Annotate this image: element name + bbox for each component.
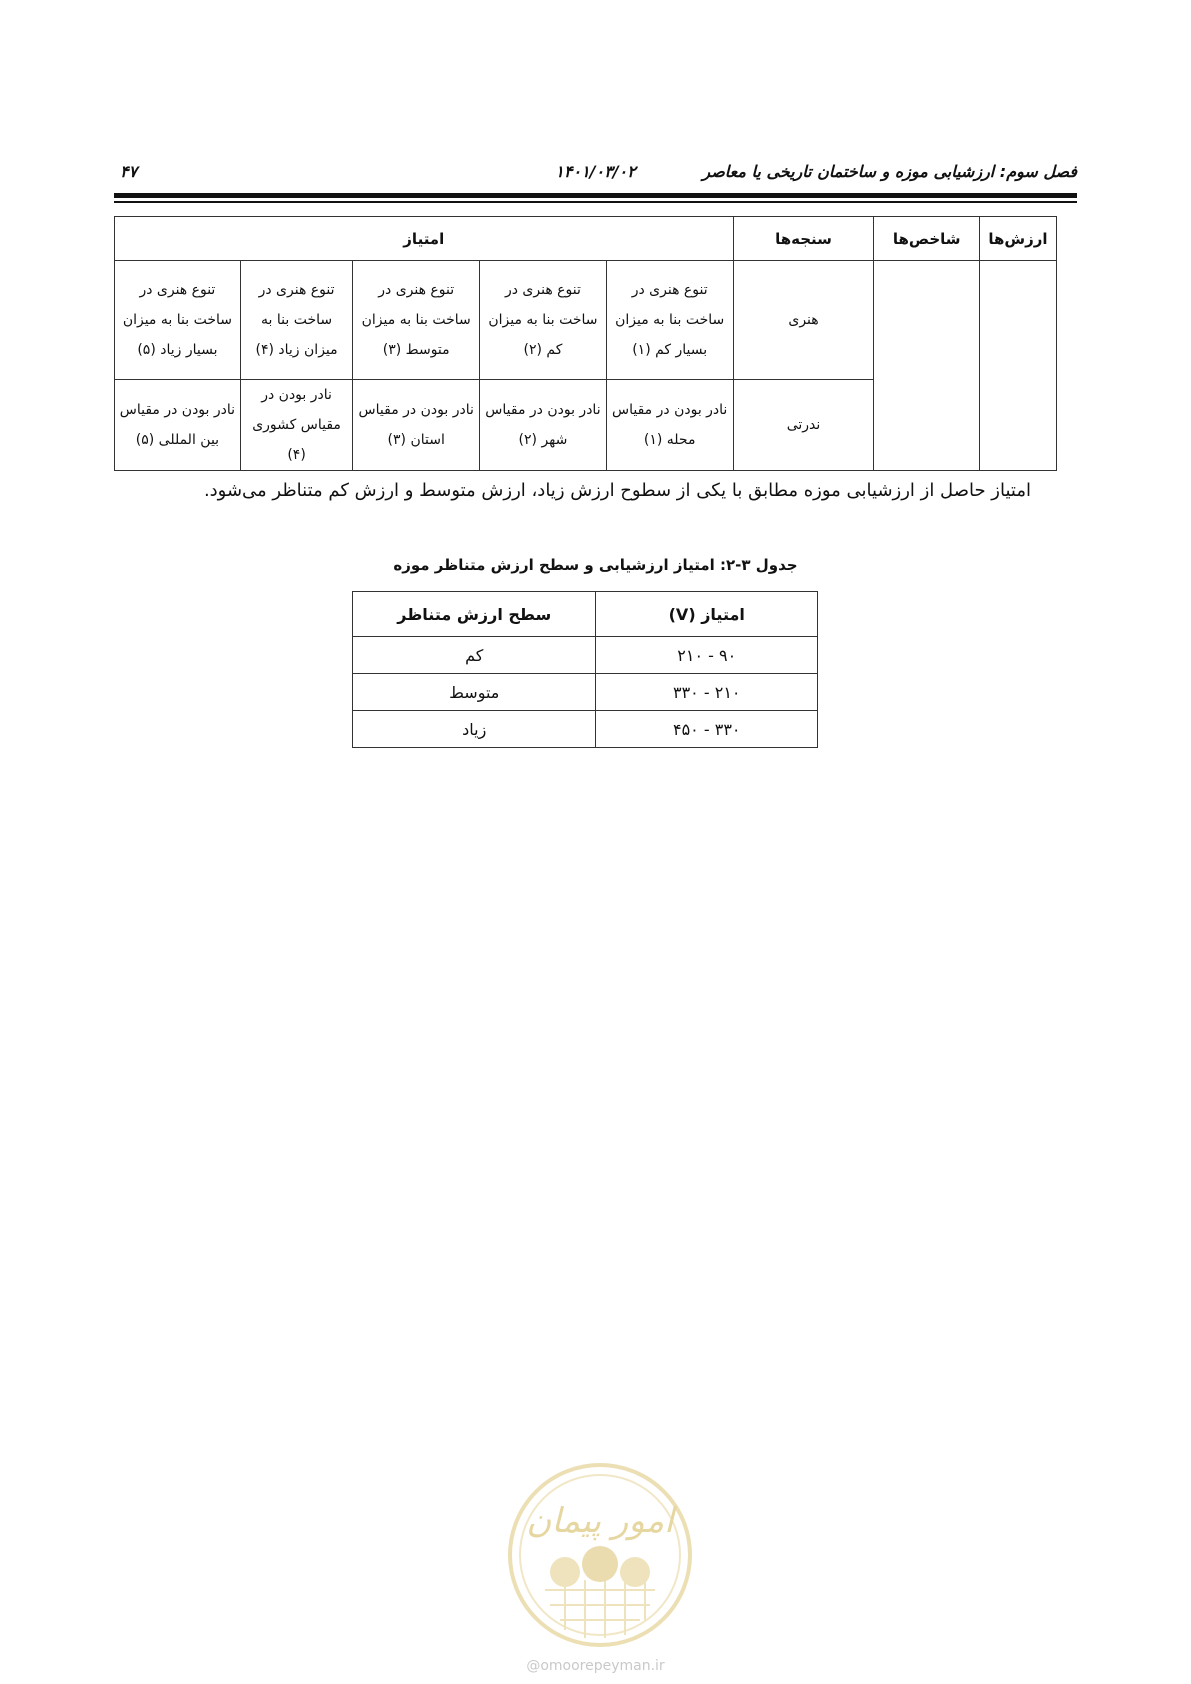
score-cell: نادر بودن در مقیاس استان (۳) bbox=[353, 380, 480, 471]
body-paragraph: امتیاز حاصل از ارزشیابی موزه مطابق با یکی از سطوح ارزش زیاد، ارزش متوسط و ارزش کم متناظر می‌شود. bbox=[203, 480, 1031, 501]
score-cell: نادر بودن در مقیاس محله (۱) bbox=[606, 380, 733, 471]
header-rule-thin bbox=[114, 201, 1077, 203]
header-indicators: شاخص‌ها bbox=[874, 217, 979, 261]
value-level: متوسط bbox=[353, 674, 596, 711]
score-range: ۹۰ - ۲۱۰ bbox=[596, 637, 818, 674]
table-row bbox=[115, 261, 1057, 380]
table-row bbox=[353, 674, 818, 711]
header-score-v: امتیاز (V) bbox=[596, 592, 818, 637]
score-cell: تنوع هنری در ساخت بنا به میزان بسیار زیاد (۵) bbox=[115, 261, 241, 380]
header-values: ارزش‌ها bbox=[979, 217, 1056, 261]
values-cell bbox=[979, 261, 1056, 471]
measure-cell: هنری bbox=[733, 261, 874, 380]
watermark-site: @omoorepeyman.ir bbox=[526, 1658, 665, 1674]
evaluation-table bbox=[114, 216, 1057, 471]
score-cell: نادر بودن در مقیاس شهر (۲) bbox=[480, 380, 607, 471]
header-value-level: سطح ارزش متناظر bbox=[353, 592, 596, 637]
watermark-logo bbox=[505, 1460, 695, 1650]
score-cell: نادر بودن در مقیاس بین المللی (۵) bbox=[115, 380, 241, 471]
chapter-title: فصل سوم: ارزشیابی موزه و ساختمان تاریخی یا معاصر bbox=[702, 162, 1077, 181]
score-cell: تنوع هنری در ساخت بنا به میزان زیاد (۴) bbox=[240, 261, 353, 380]
score-cell: تنوع هنری در ساخت بنا به میزان کم (۲) bbox=[480, 261, 607, 380]
header-measures: سنجه‌ها bbox=[733, 217, 874, 261]
measure-cell: ندرتی bbox=[733, 380, 874, 471]
indicators-cell bbox=[874, 261, 979, 471]
score-cell: نادر بودن در مقیاس کشوری (۴) bbox=[240, 380, 353, 471]
score-level-table bbox=[352, 591, 818, 748]
page-header bbox=[114, 162, 1077, 192]
header-date: ۱۴۰۱/۰۳/۰۲ bbox=[555, 162, 636, 181]
header-score: امتیاز bbox=[115, 217, 734, 261]
header-rule-thick bbox=[114, 193, 1077, 198]
table-caption: جدول ۳-۲: امتیاز ارزشیابی و سطح ارزش متناظر موزه bbox=[393, 556, 798, 574]
value-level: زیاد bbox=[353, 711, 596, 748]
score-range: ۳۳۰ - ۴۵۰ bbox=[596, 711, 818, 748]
table-row bbox=[353, 637, 818, 674]
table-row bbox=[353, 711, 818, 748]
score-range: ۲۱۰ - ۳۳۰ bbox=[596, 674, 818, 711]
page-number: ۴۷ bbox=[120, 162, 138, 181]
score-cell: تنوع هنری در ساخت بنا به میزان بسیار کم (۱) bbox=[606, 261, 733, 380]
score-cell: تنوع هنری در ساخت بنا به میزان متوسط (۳) bbox=[353, 261, 480, 380]
value-level: کم bbox=[353, 637, 596, 674]
watermark-logo-text: امور پیمان bbox=[526, 1501, 674, 1541]
